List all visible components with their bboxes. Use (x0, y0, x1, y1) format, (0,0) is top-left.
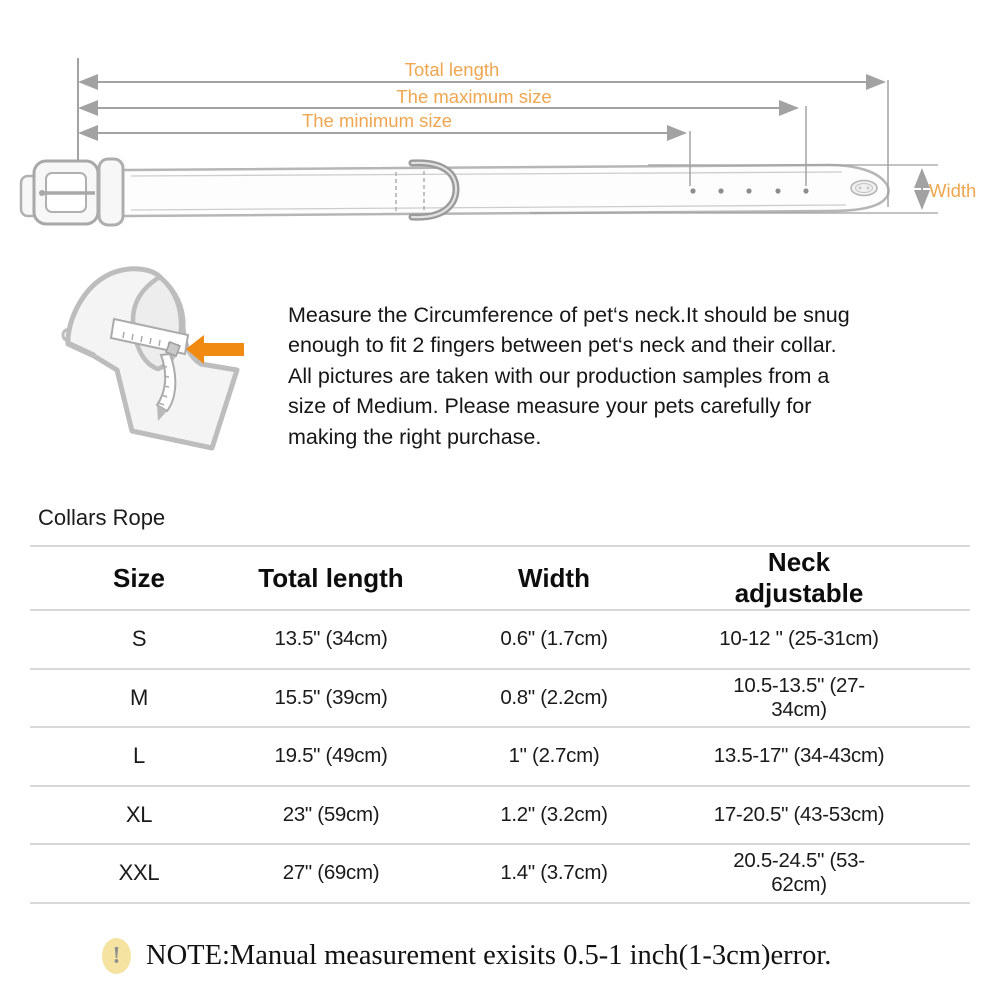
cell-width: 1.2" (3.2cm) (438, 786, 708, 845)
exclamation-icon: ! (102, 938, 131, 974)
table-row (30, 844, 970, 903)
column-header-width: Width (438, 546, 708, 610)
column-header-size: Size (30, 546, 248, 610)
note-row (102, 938, 831, 974)
measuring-instructions (288, 300, 948, 452)
table-row (30, 610, 970, 669)
cell-width: 0.8" (2.2cm) (438, 669, 708, 728)
dog-measure-illustration (40, 258, 300, 473)
cell-neck-adjustable: 20.5-24.5" (53-62cm) (708, 844, 970, 903)
total-length-label: Total length (404, 59, 500, 80)
cell-total-length: 19.5" (49cm) (248, 727, 438, 786)
cell-size: XL (30, 786, 248, 845)
column-header-neck-adjustable: Neck adjustable (708, 546, 970, 610)
instruction-line: size of Medium. Please measure your pets carefully for (288, 394, 812, 419)
prong-pivot (39, 190, 45, 196)
note-text: NOTE:Manual measurement exisits 0.5-1 inch(1-3cm)error. (146, 940, 832, 971)
cell-total-length: 27" (69cm) (248, 844, 438, 903)
cell-total-length: 15.5" (39cm) (248, 669, 438, 728)
cell-neck-adjustable: 17-20.5" (43-53cm) (708, 786, 970, 845)
instruction-line: Measure the Circumference of pet‘s neck.It should be snug (288, 303, 850, 327)
table-row (30, 669, 970, 728)
table-row (30, 727, 970, 786)
width-label: Width (929, 180, 977, 201)
size-chart-caption: Collars Rope (38, 505, 166, 530)
collar-diagram (0, 0, 1000, 260)
cell-neck-adjustable: 10-12 " (25-31cm) (708, 610, 970, 669)
logo-stamp (851, 181, 877, 196)
column-header-total-length: Total length (248, 546, 438, 610)
cell-size: L (30, 727, 248, 786)
cell-size: XXL (30, 844, 248, 903)
cell-width: 1.4" (3.7cm) (438, 844, 708, 903)
table-row (30, 786, 970, 845)
cell-neck-adjustable: 10.5-13.5" (27-34cm) (708, 669, 970, 728)
dog-nose (63, 330, 66, 340)
cell-total-length: 13.5" (34cm) (248, 610, 438, 669)
maximum-size-label: The maximum size (396, 86, 552, 107)
instruction-line: All pictures are taken with our production samples from a (288, 363, 830, 388)
cell-neck-adjustable: 13.5-17" (34-43cm) (708, 727, 970, 786)
instruction-line: making the right purchase. (288, 424, 542, 449)
cell-width: 0.6" (1.7cm) (438, 610, 708, 669)
minimum-size-label: The minimum size (301, 110, 453, 131)
cell-width: 1" (2.7cm) (438, 727, 708, 786)
keeper-loop (99, 159, 123, 225)
cell-size: M (30, 669, 248, 728)
size-chart-table (30, 545, 970, 904)
collar-sketch (21, 159, 889, 225)
cell-size: S (30, 610, 248, 669)
cell-total-length: 23" (59cm) (248, 786, 438, 845)
instruction-line: enough to fit 2 fingers between pet‘s neck and their collar. (288, 333, 837, 358)
size-chart-header-row (30, 546, 970, 610)
